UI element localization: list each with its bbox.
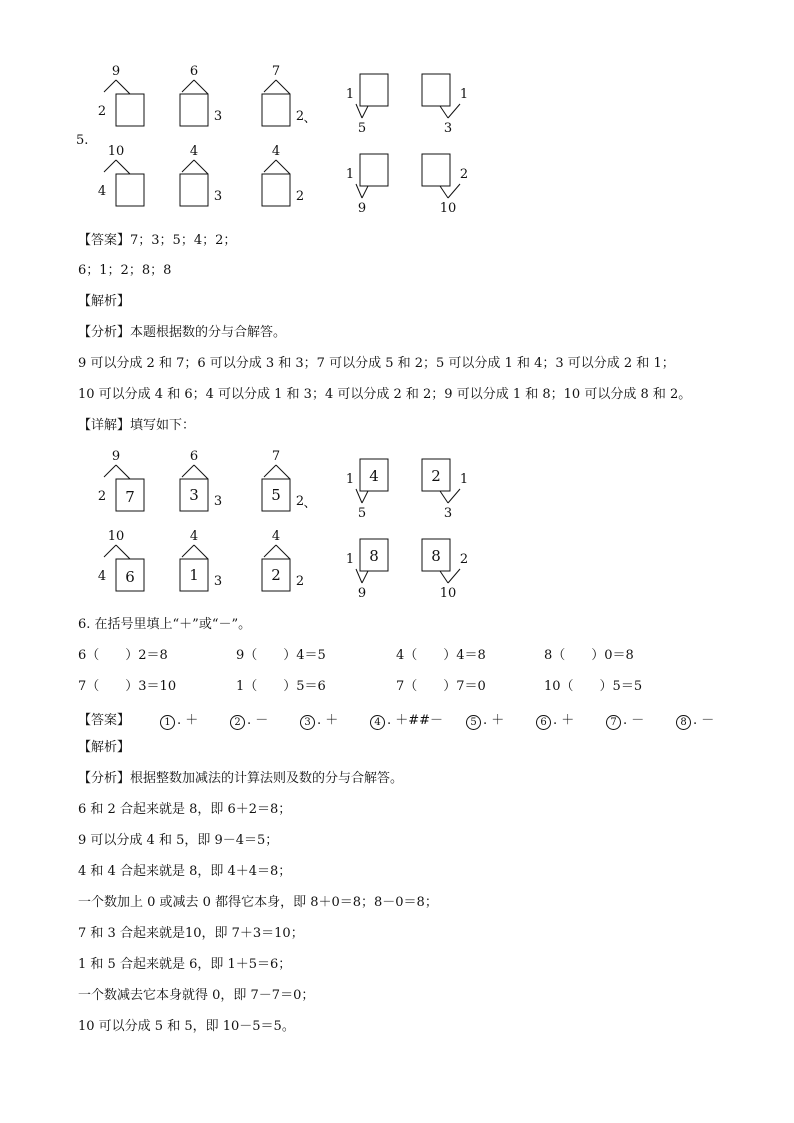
bond-whole: 10	[107, 529, 125, 544]
bond-suffix: 、	[303, 111, 317, 126]
number-bond	[422, 74, 468, 136]
bond-filled-part: 2	[431, 467, 441, 485]
number-bond	[98, 64, 144, 126]
number-bond	[422, 154, 468, 216]
bond-whole: 9	[111, 449, 121, 464]
bond-branch	[264, 80, 276, 92]
answer-box	[422, 154, 450, 186]
bond-filled-part: 8	[431, 547, 441, 565]
q6-expr: 6（ ）2＝8	[78, 648, 168, 663]
bond-filled-part: 5	[271, 486, 281, 504]
q5-analysis-line2: 10 可以分成 4 和 6；4 可以分成 1 和 3；4 可以分成 2 和 2；9 可以分成 1 和 8；10 可以分成 8 和 2。	[78, 387, 692, 402]
bond-branch	[362, 571, 368, 583]
bond-branch	[276, 465, 290, 479]
number-bond	[422, 539, 468, 601]
bond-whole: 10	[439, 201, 457, 216]
bond-part: 1	[345, 472, 355, 487]
bond-whole: 4	[189, 529, 199, 544]
bond-whole: 5	[357, 121, 367, 136]
bond-branch	[182, 465, 194, 477]
bond-part: 1	[345, 167, 355, 182]
bond-branch	[182, 160, 194, 172]
q6-answer-item: 5 . ＋	[466, 709, 504, 730]
bond-branch	[194, 160, 208, 174]
bond-branch	[104, 80, 116, 92]
q5-detail-heading: 【详解】填写如下：	[78, 418, 196, 433]
q5-answer-line2: 6；1；2；8；8	[78, 263, 172, 278]
q6-expr: 10（ ）5＝5	[544, 679, 643, 694]
q6-analysis-heading: 【解析】	[78, 740, 131, 755]
number-bond	[180, 144, 222, 206]
answer-box	[360, 154, 388, 186]
bond-part: 2	[295, 574, 305, 589]
q6-explanation-line: 7 和 3 合起来就是10，即 7＋3＝10；	[78, 926, 304, 941]
bond-part: 3	[213, 574, 223, 589]
q6-expr: 1（ ）5＝6	[236, 679, 326, 694]
bond-part: 2	[459, 167, 469, 182]
q6-expr: 7（ ）3＝10	[78, 679, 177, 694]
answer-box	[180, 174, 208, 206]
q6-answer-item: 2 . －	[230, 709, 268, 730]
q6-explanation-line: 9 可以分成 4 和 5，即 9－4＝5；	[78, 833, 279, 848]
q6-explanation-line: 4 和 4 合起来就是 8，即 4＋4＝8；	[78, 864, 292, 879]
bond-branch	[182, 545, 194, 557]
q6-answer-row	[78, 709, 728, 727]
q6-explanation-line: 10 可以分成 5 和 5，即 10－5＝5。	[78, 1019, 295, 1034]
number-bond	[98, 144, 144, 206]
bond-branch	[116, 80, 130, 94]
bond-whole: 6	[189, 449, 199, 464]
q6-answer-item: 7 . －	[606, 709, 644, 730]
q5-analysis-heading: 【解析】	[78, 294, 131, 309]
q5-number: 5.	[76, 133, 89, 148]
answer-box	[360, 74, 388, 106]
number-bond	[422, 459, 468, 521]
bond-part: 4	[97, 184, 107, 199]
q6-analysis-text: 【分析】根据整数加减法的计算法则及数的分与合解答。	[78, 771, 404, 786]
bond-branch	[182, 80, 194, 92]
bond-part: 1	[459, 87, 469, 102]
bond-whole: 5	[357, 506, 367, 521]
q6-expr: 8（ ）0＝8	[544, 648, 634, 663]
bond-branch	[362, 491, 368, 503]
bond-whole: 7	[271, 64, 281, 79]
bond-branch	[104, 465, 116, 477]
q6-answer-item: 1 . ＋	[160, 709, 198, 730]
bond-branch	[362, 106, 368, 118]
bond-whole: 4	[271, 144, 281, 159]
bond-branch	[116, 545, 130, 559]
bond-whole: 9	[357, 586, 367, 601]
bond-whole: 10	[107, 144, 125, 159]
bond-whole: 10	[439, 586, 457, 601]
bond-branch	[440, 106, 448, 118]
bond-whole: 3	[443, 506, 453, 521]
bond-branch	[116, 465, 130, 479]
number-bond	[98, 529, 144, 591]
bond-whole: 4	[189, 144, 199, 159]
bond-branch	[264, 545, 276, 557]
bond-filled-part: 1	[189, 566, 199, 584]
q6-title: 6. 在括号里填上“＋”或“－”。	[78, 617, 252, 632]
bond-part: 1	[345, 552, 355, 567]
q6-explanation-line: 一个数加上 0 或减去 0 都得它本身，即 8＋0＝8；8－0＝8；	[78, 895, 438, 910]
bond-branch	[440, 186, 448, 198]
bond-suffix: 、	[303, 496, 317, 511]
bond-part: 2	[295, 494, 305, 509]
q6-answer-item: 8 . －	[676, 709, 714, 730]
bond-branch	[276, 160, 290, 174]
bond-branch	[276, 545, 290, 559]
bond-whole: 6	[189, 64, 199, 79]
q5-analysis-line1: 9 可以分成 2 和 7；6 可以分成 3 和 3；7 可以分成 5 和 2；5 可以分成 1 和 4；3 可以分成 2 和 1；	[78, 356, 675, 371]
bond-whole: 7	[271, 449, 281, 464]
bond-part: 3	[213, 494, 223, 509]
bond-part: 2	[295, 189, 305, 204]
bond-part: 2	[459, 552, 469, 567]
bond-branch	[264, 160, 276, 172]
number-bond	[180, 449, 222, 511]
bond-filled-part: 8	[369, 547, 379, 565]
number-bond	[262, 529, 304, 591]
bond-part: 2	[97, 104, 107, 119]
number-bond	[346, 74, 388, 136]
q6-answer-item: 3 . ＋	[300, 709, 338, 730]
bond-branch	[362, 186, 368, 198]
bond-part: 2	[97, 489, 107, 504]
bond-part: 4	[97, 569, 107, 584]
bond-whole: 9	[357, 201, 367, 216]
bond-branch	[104, 545, 116, 557]
number-bond	[346, 539, 388, 601]
bond-whole: 4	[271, 529, 281, 544]
bond-filled-part: 4	[369, 467, 379, 485]
bond-branch	[194, 545, 208, 559]
bond-branch	[264, 465, 276, 477]
q6-expr: 4（ ）4＝8	[396, 648, 486, 663]
bond-part: 2	[295, 109, 305, 124]
bond-filled-part: 6	[125, 568, 135, 586]
q6-answer-item: 4 . ＋##－	[370, 709, 443, 730]
bond-filled-part: 2	[271, 566, 281, 584]
answer-box	[262, 94, 290, 126]
answer-box	[262, 174, 290, 206]
bond-branch	[194, 80, 208, 94]
q6-explanation-line: 一个数减去它本身就得 0，即 7－7＝0；	[78, 988, 315, 1003]
q6-explanation-line: 1 和 5 合起来就是 6，即 1＋5＝6；	[78, 957, 292, 972]
q5-solution-diagrams	[0, 445, 794, 605]
q6-expr: 7（ ）7＝0	[396, 679, 486, 694]
q6-answer-label: 【答案】	[78, 713, 131, 728]
bond-part: 3	[213, 189, 223, 204]
q6-expr: 9（ ）4＝5	[236, 648, 326, 663]
number-bond	[180, 529, 222, 591]
bond-branch	[440, 571, 448, 583]
answer-box	[422, 74, 450, 106]
bond-whole: 3	[443, 121, 453, 136]
bond-part: 1	[459, 472, 469, 487]
bond-branch	[116, 160, 130, 174]
number-bond	[262, 64, 317, 126]
bond-filled-part: 3	[189, 486, 199, 504]
q5-problem-diagrams	[0, 60, 794, 220]
q5-analysis-text: 【分析】本题根据数的分与合解答。	[78, 325, 287, 340]
number-bond	[262, 144, 304, 206]
number-bond	[180, 64, 222, 126]
answer-box	[180, 94, 208, 126]
q6-explanation-line: 6 和 2 合起来就是 8，即 6＋2＝8；	[78, 802, 292, 817]
number-bond	[346, 154, 388, 216]
bond-part: 1	[345, 87, 355, 102]
bond-part: 3	[213, 109, 223, 124]
q6-answer-item: 6 . ＋	[536, 709, 574, 730]
bond-branch	[194, 465, 208, 479]
number-bond	[346, 459, 388, 521]
bond-whole: 9	[111, 64, 121, 79]
bond-branch	[440, 491, 448, 503]
number-bond	[262, 449, 317, 511]
q5-answer-line1: 【答案】7；3；5；4；2；	[78, 233, 237, 248]
bond-branch	[276, 80, 290, 94]
bond-filled-part: 7	[125, 488, 135, 506]
answer-box	[116, 174, 144, 206]
bond-branch	[104, 160, 116, 172]
answer-box	[116, 94, 144, 126]
number-bond	[98, 449, 144, 511]
